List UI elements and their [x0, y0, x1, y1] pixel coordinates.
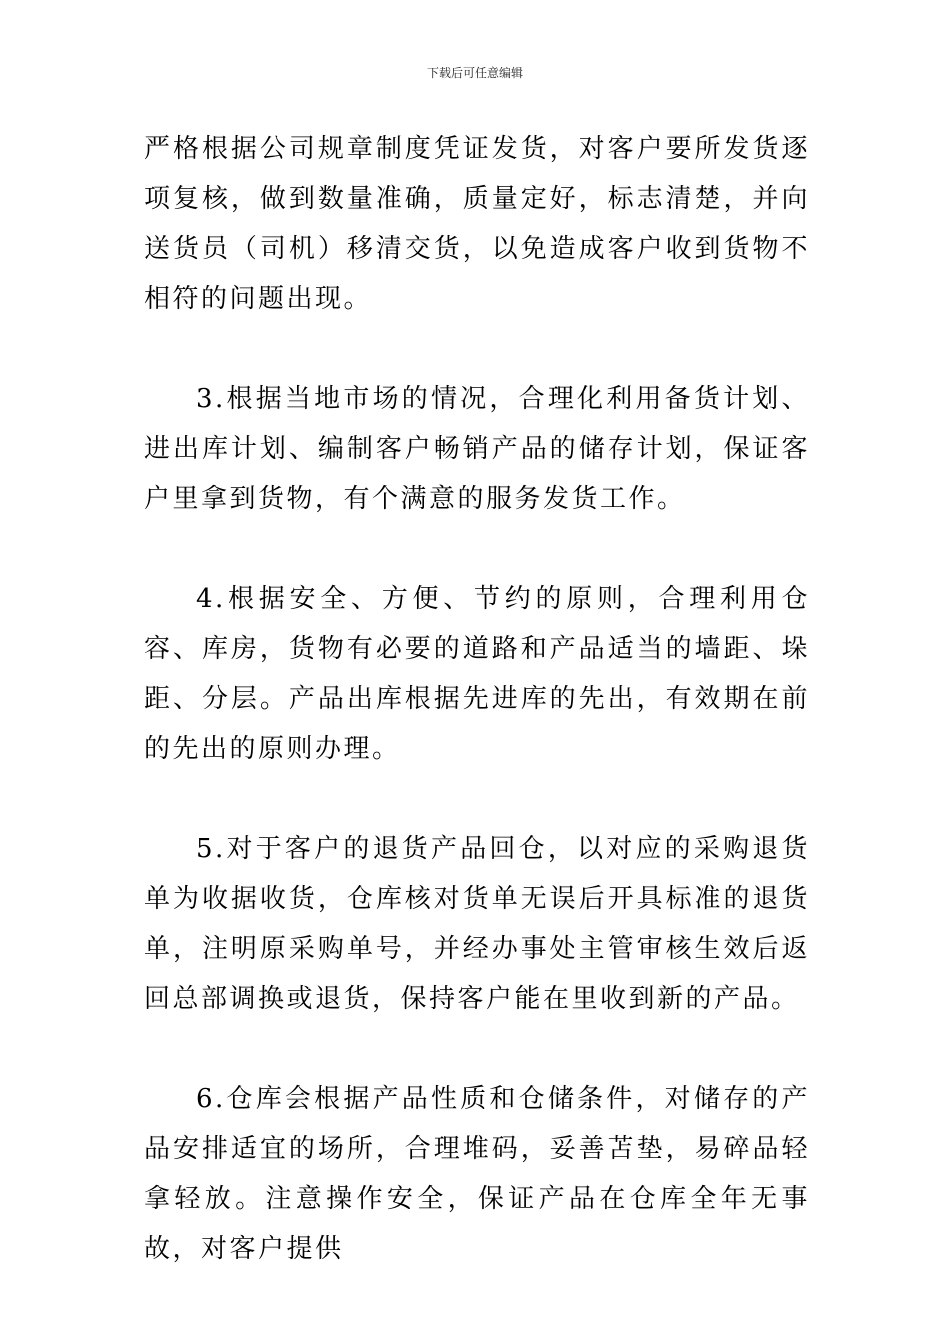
document-body	[144, 124, 810, 1324]
paragraph-item-4: 4.根据安全、方便、节约的原则，合理利用仓容、库房，货物有必要的道路和产品适当的墙距、垛距、分层。产品出库根据先进库的先出，有效期在前的先出的原则办理。	[144, 584, 810, 764]
paragraph-continuation: 严格根据公司规章制度凭证发货，对客户要所发货逐项复核，做到数量准确，质量定好，标志清楚，并向送货员（司机）移清交货，以免造成客户收到货物不相符的问题出现。	[144, 134, 810, 314]
page-header: 下载后可任意编辑	[426, 66, 523, 80]
paragraph-item-3: 3.根据当地市场的情况，合理化利用备货计划、进出库计划、编制客户畅销产品的储存计划，保证客户里拿到货物，有个满意的服务发货工作。	[144, 384, 810, 514]
paragraph-item-5: 5.对于客户的退货产品回仓，以对应的采购退货单为收据收货，仓库核对货单无误后开具标准的退货单，注明原采购单号，并经办事处主管审核生效后返回总部调换或退货，保持客户能在里收到新的产品。	[144, 834, 810, 1014]
paragraph-item-6: 6.仓库会根据产品性质和仓储条件，对储存的产品安排适宜的场所，合理堆码，妥善苫垫，易碎品轻拿轻放。注意操作安全，保证产品在仓库全年无事故，对客户提供	[144, 1084, 810, 1264]
